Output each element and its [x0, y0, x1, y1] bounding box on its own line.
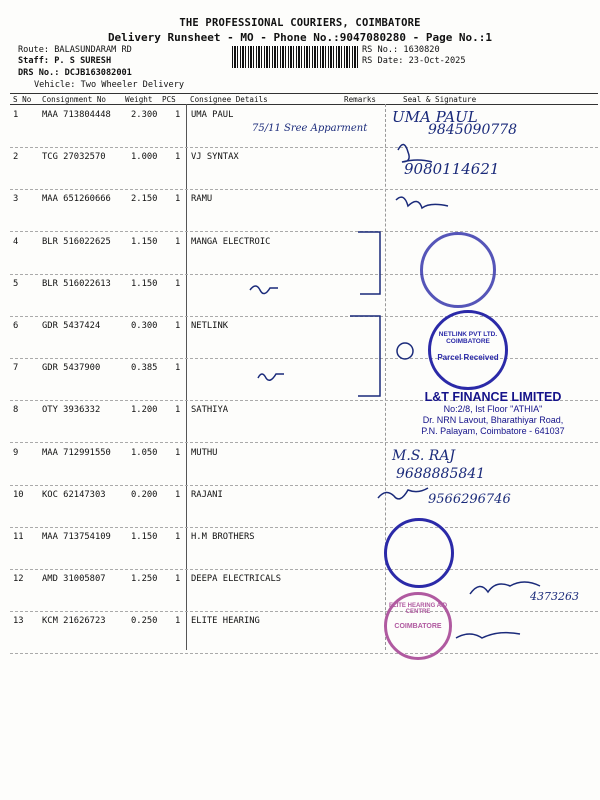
- consignee-cell: RAMU: [191, 194, 213, 205]
- consignment-cell: KOC 62147303: [42, 489, 106, 500]
- sno-cell: 1: [13, 110, 19, 120]
- consignee-cell: ELITE HEARING: [191, 616, 260, 627]
- consignee-cell: RAJANI: [191, 489, 223, 500]
- sno-cell: 7: [13, 363, 19, 374]
- company-title: THE PROFESSIONAL COURIERS, COIMBATORE: [179, 17, 421, 29]
- consignment-cell: BLR 516022613: [42, 278, 111, 289]
- route-value: BALASUNDARAM RD: [54, 45, 132, 55]
- signature-row13: [456, 633, 520, 638]
- sno-cell: 10: [13, 489, 24, 500]
- weight-cell: 2.300: [131, 110, 158, 120]
- route-line: Route: BALASUNDARAM RD: [18, 45, 132, 55]
- weight-cell: 1.150: [131, 532, 158, 542]
- consignment-cell: MAA 712991550: [42, 447, 111, 458]
- consignment-cell: TCG 27032570: [42, 152, 106, 163]
- pcs-cell: 1: [175, 110, 181, 120]
- consignment-cell: MAA 651260666: [42, 194, 111, 205]
- weight-cell: 1.200: [131, 405, 158, 416]
- sno-cell: 8: [13, 405, 19, 416]
- weight-cell: 1.050: [131, 447, 158, 458]
- pcs-cell: 1: [175, 489, 181, 500]
- consignee-cell: VJ SYNTAX: [191, 152, 239, 163]
- handwritten-address: 75/11 Sree Apparment: [252, 123, 368, 134]
- handwritten-phone: 9566296746: [428, 492, 511, 507]
- sno-cell: 5: [13, 278, 19, 289]
- consignment-cell: OTY 3936332: [42, 405, 101, 416]
- consignee-cell: UMA PAUL: [191, 110, 234, 120]
- pcs-cell: 1: [175, 236, 181, 247]
- consignment-cell: BLR 516022625: [42, 236, 111, 247]
- rs-date-line: RS Date: 23-Oct-2025: [362, 56, 466, 66]
- consignee-cell: MUTHU: [191, 447, 218, 458]
- handwritten-phone: 9688885841: [396, 466, 486, 482]
- consignment-cell: GDR 5437424: [42, 321, 101, 331]
- weight-cell: 0.385: [131, 363, 158, 374]
- netlink-stamp: NETLINK PVT LTD. COIMBATORE Parcel Received: [428, 310, 508, 390]
- vehicle-value: Two Wheeler Delivery: [80, 80, 185, 90]
- round-stamp: [420, 232, 496, 308]
- runsheet-title: Delivery Runsheet - MO - Phone No.:9047080280 - Page No.:1: [107, 31, 493, 44]
- pcs-cell: 1: [175, 532, 181, 542]
- pcs-cell: 1: [175, 405, 181, 416]
- signature-row5: [250, 286, 278, 294]
- pcs-cell: 1: [175, 447, 181, 458]
- consignee-cell: NETLINK: [191, 321, 229, 331]
- sno-cell: 3: [13, 194, 19, 205]
- pcs-cell: 1: [175, 616, 181, 627]
- weight-cell: 0.300: [131, 321, 158, 331]
- col-consignment: Consignment No: [42, 95, 107, 104]
- pcs-cell: 1: [175, 194, 181, 205]
- pcs-cell: 1: [175, 152, 181, 163]
- circled-2: [397, 343, 413, 359]
- signature-row12: [470, 582, 540, 594]
- vehicle-line: Vehicle: Two Wheeler Delivery: [34, 80, 185, 90]
- weight-cell: 1.150: [131, 278, 158, 289]
- consignment-cell: KCM 21626723: [42, 616, 106, 627]
- handwritten-name: M.S. RAJ: [392, 448, 456, 464]
- col-consignee: Consignee Details: [190, 95, 268, 104]
- weight-cell: 1.000: [131, 152, 158, 163]
- handwritten-phone: 9845090778: [428, 122, 518, 138]
- col-pcs: PCS: [162, 95, 176, 104]
- staff-line: Staff: P. S SURESH: [18, 56, 112, 66]
- weight-cell: 2.150: [131, 194, 158, 205]
- weight-cell: 1.150: [131, 236, 158, 247]
- weight-cell: 0.250: [131, 616, 158, 627]
- consignee-cell: SATHIYA: [191, 405, 229, 416]
- purple-round-stamp: [384, 518, 454, 588]
- col-seal: Seal & Signature: [403, 95, 477, 104]
- consignee-cell: MANGA ELECTROIC: [191, 236, 271, 247]
- staff-value: P. S SURESH: [54, 56, 112, 66]
- rs-no-value: 1630820: [403, 45, 440, 55]
- signature-row7: [258, 374, 284, 380]
- consignee-cell: DEEPA ELECTRICALS: [191, 574, 282, 585]
- sno-cell: 9: [13, 447, 19, 458]
- handwritten-phone: 9080114621: [404, 160, 500, 178]
- pcs-cell: 1: [175, 574, 181, 585]
- handwritten-name: UMA PAUL: [392, 108, 478, 126]
- col-sno: S No: [13, 95, 32, 104]
- pcs-cell: 1: [175, 321, 181, 331]
- drs-line: DRS No.: DCJB163082001: [18, 68, 132, 78]
- sno-cell: 6: [13, 321, 19, 331]
- weight-cell: 1.250: [131, 574, 158, 585]
- rs-date-value: 23-Oct-2025: [408, 56, 466, 66]
- pcs-cell: 1: [175, 363, 181, 374]
- bracket-right: [350, 316, 380, 396]
- drs-value: DCJB163082001: [64, 68, 132, 78]
- handwritten-phone: 4373263: [530, 590, 579, 603]
- sno-cell: 4: [13, 236, 19, 247]
- bracket-left: [358, 232, 380, 294]
- col-remarks: Remarks: [344, 95, 377, 104]
- consignment-cell: AMD 31005807: [42, 574, 106, 585]
- consignment-cell: MAA 713754109: [42, 532, 111, 542]
- elite-hearing-stamp: ELITE HEARING AID CENTRE COIMBATORE: [384, 592, 452, 660]
- signature-row10: [378, 488, 428, 499]
- consignment-cell: GDR 5437900: [42, 363, 101, 374]
- signature-row2: [398, 144, 432, 162]
- lt-finance-stamp: L&T FINANCE LIMITED No:2/8, Ist Floor "ATHIA" Dr. NRN Lavout, Bharathiyar Road, P.N. Palayam, Coimbatore - 641037: [421, 390, 565, 436]
- weight-cell: 0.200: [131, 489, 158, 500]
- consignee-cell: H.M BROTHERS: [191, 532, 255, 542]
- signature-row3: [396, 197, 448, 208]
- rs-no-line: RS No.: 1630820: [362, 45, 440, 55]
- sno-cell: 12: [13, 574, 24, 585]
- sno-cell: 13: [13, 616, 24, 627]
- col-weight: Weight: [125, 95, 153, 104]
- pcs-cell: 1: [175, 278, 181, 289]
- sno-cell: 2: [13, 152, 19, 163]
- consignment-cell: MAA 713804448: [42, 110, 111, 120]
- sno-cell: 11: [13, 532, 24, 542]
